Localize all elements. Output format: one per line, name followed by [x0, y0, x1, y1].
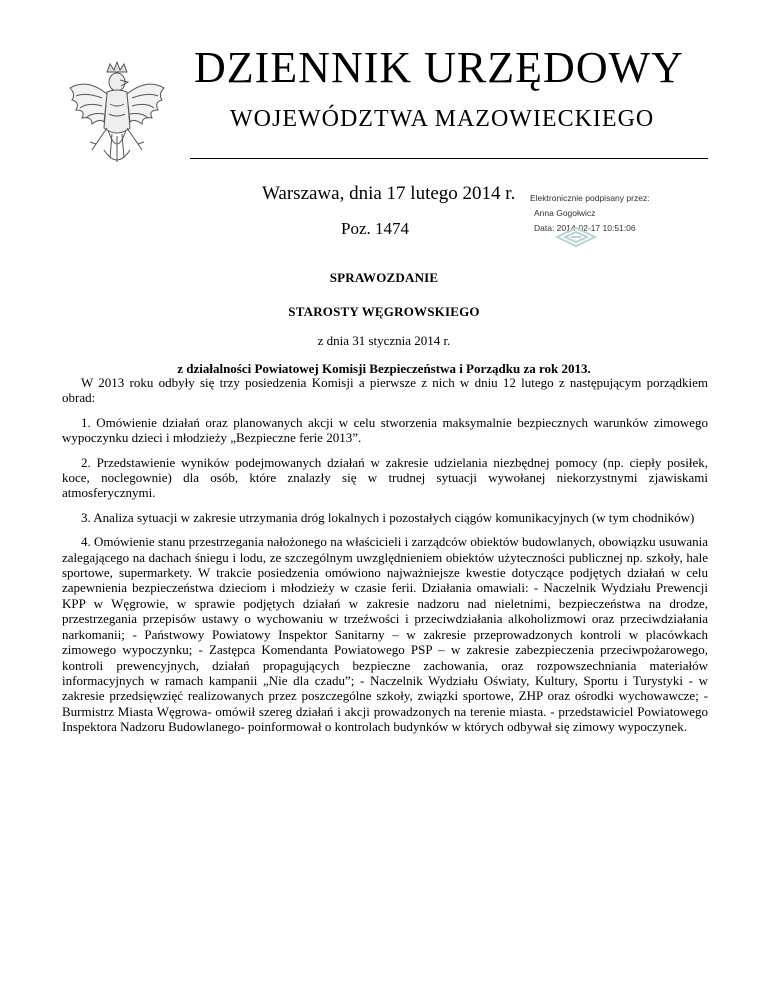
signature-validity-icon: [555, 226, 597, 248]
paragraph-item-2: 2. Przedstawienie wyników podejmowanych działań w zakresie udzielania niezbędnej pomocy (np. ciepły posiłek, koce, noclegownie) dla osób, które znalazły się w trudnej sytuacji wywołanej niekorzystnymi zjawiskami atmosferycznymi.: [62, 454, 708, 501]
publication-date: Warszawa, dnia 17 lutego 2014 r.: [262, 183, 516, 204]
polish-eagle-emblem: [62, 58, 172, 178]
signature-date: Data: 2014-02-17 10:51:06: [534, 223, 636, 233]
signature-label: Elektronicznie podpisany przez:: [530, 193, 650, 203]
header-divider: [190, 158, 708, 159]
document-author: STAROSTY WĘGROWSKIEGO: [288, 304, 480, 319]
paragraph-item-3: 3. Analiza sytuacji w zakresie utrzymania dróg lokalnych i pozostałych ciągów komunikacyjnych (w tym chodników): [81, 509, 695, 525]
paragraph-item-1: 1. Omówienie działań oraz planowanych akcji w celu stworzenia maksymalnie bezpiecznych warunków zimowego wypoczynku dzieci i młodzieży „Bezpieczne ferie 2013”.: [62, 414, 708, 446]
signature-name: Anna Gogołwicz: [534, 208, 596, 218]
journal-title: DZIENNIK URZĘDOWY: [194, 43, 684, 92]
document-date: z dnia 31 stycznia 2014 r.: [317, 333, 451, 348]
paragraph-item-4: 4. Omówienie stanu przestrzegania nałożonego na właścicieli i zarządców obiektów budowlanych, obowiązku usuwania zalegającego na dachach śniegu i lodu, ze szczególnym uwzględnieniem obiektów użyteczności publicznej np. szkoły, hale sportowe, supermarkety. W trakcie posiedzenia omówiono najważniejsze kwestie dotyczące podjętych działań w celu zapewnienia bezpieczeństwa dzieciom i młodzieży w czasie ferii. Działania omawiali: - Naczelnik Wydziału Prewencji KPP w Węgrowie, w sprawie podjętych działań w zakresie nadzoru nad nieletnimi, bezpieczeństwa na drodze, przestrzegania przepisów ustawy o wychowaniu w trzeźwości i przeciwdziałania alkoholizmowi oraz przeciwdziałania narkomanii; - Państwowy Powiatowy Inspektor Sanitarny – w zakresie przeprowadzonych kontroli w placówkach zimowego wypoczynku; - Zastępca Komendanta Powiatowego PSP – w zakresie zabezpieczenia przeciwpożarowego, kontroli prewencyjnych, działań propagujących bezpieczne zachowania, oraz rozpowszechniania materiałów informacyjnych w ramach kampanii „Nie dla czadu”; - Naczelnik Wydziału Oświaty, Kultury, Sportu i Turystyki - w zakresie przedsięwzięć realizowanych przez poszczególne szkoły, związki sportowe, ZHP oraz ośrodki wychowawcze; - Burmistrz Miasta Węgrowa- omówił szereg działań i akcji prowadzonych na terenie miasta. - przedstawiciel Powiatowego Inspektora Nadzoru Budowlanego- poinformował o kontrolach budynków w których odbywał się zimowy wypoczynek.: [62, 534, 708, 735]
journal-subtitle: WOJEWÓDZTWA MAZOWIECKIEGO: [230, 106, 655, 132]
document-body: [62, 375, 708, 744]
document-type: SPRAWOZDANIE: [329, 270, 439, 285]
paragraph-intro: W 2013 roku odbyły się trzy posiedzenia Komisji a pierwsze z nich w dniu 12 lutego z następującym porządkiem obrad:: [62, 375, 708, 406]
document-heading: [0, 270, 768, 377]
position-number: Poz. 1474: [341, 219, 409, 238]
document-subject: z działalności Powiatowej Komisji Bezpieczeństwa i Porządku za rok 2013.: [177, 361, 591, 376]
